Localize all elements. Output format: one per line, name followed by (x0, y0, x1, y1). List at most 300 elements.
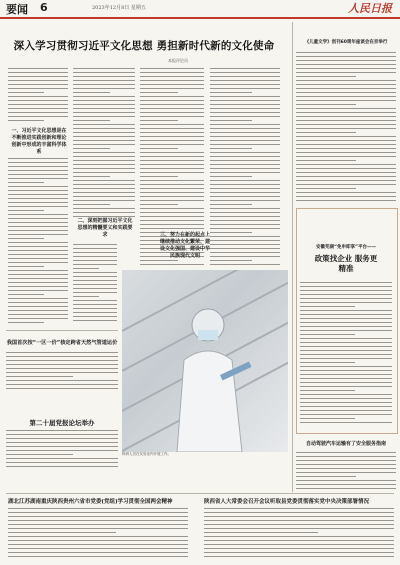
text-line (204, 520, 394, 521)
text-line (300, 326, 392, 327)
text-line (140, 124, 204, 125)
text-line (296, 112, 396, 113)
text-line (8, 250, 68, 251)
text-line (210, 240, 280, 241)
text-line (73, 308, 117, 309)
sidebar-divider (292, 22, 293, 492)
text-line (204, 532, 318, 533)
text-line (300, 306, 355, 307)
text-line (140, 188, 204, 189)
text-line (8, 234, 68, 235)
text-line (140, 104, 204, 105)
text-line (300, 374, 392, 375)
text-line (300, 370, 392, 371)
text-line (8, 270, 68, 271)
text-line (8, 282, 68, 283)
text-line (8, 186, 68, 187)
text-line (300, 346, 392, 347)
text-line (8, 274, 68, 275)
text-line (296, 60, 396, 61)
text-line (210, 156, 280, 157)
text-line (73, 280, 117, 281)
text-line (6, 430, 118, 431)
text-line (296, 68, 396, 69)
text-line (210, 176, 252, 177)
text-line (140, 192, 204, 193)
lead-headline: 深入学习贯彻习近平文化思想 勇担新时代新的文化使命 (13, 40, 275, 52)
text-line (296, 136, 396, 137)
text-line (8, 80, 68, 81)
text-line (210, 248, 280, 249)
text-line (140, 200, 204, 201)
text-line (8, 238, 44, 239)
text-line (204, 544, 394, 545)
text-line (210, 84, 280, 85)
text-line (140, 112, 204, 113)
text-line (8, 174, 68, 175)
text-line (204, 540, 394, 541)
text-line (296, 476, 356, 477)
text-line (6, 438, 118, 439)
text-line (296, 88, 396, 89)
text-line (140, 80, 204, 81)
text-line (73, 156, 135, 157)
text-line (296, 456, 396, 457)
text-line (140, 228, 204, 229)
text-line (8, 158, 68, 159)
text-line (140, 216, 204, 217)
text-line (300, 294, 392, 295)
text-line (73, 264, 117, 265)
text-line (8, 290, 68, 291)
text-line (73, 256, 117, 257)
text-line (210, 208, 280, 209)
text-line (73, 176, 110, 177)
text-line (73, 136, 135, 137)
text-line (210, 76, 280, 77)
text-line (210, 224, 280, 225)
text-line (73, 144, 135, 145)
text-line (210, 172, 280, 173)
lead-body-col2b (73, 244, 117, 326)
text-line (296, 460, 396, 461)
sidebar-top-body (296, 52, 396, 202)
text-line (6, 364, 118, 365)
text-line (6, 454, 73, 455)
text-line (8, 508, 188, 509)
text-line (73, 196, 135, 197)
text-line (8, 520, 188, 521)
dateline: 2023年12月8日 星期五 (92, 5, 146, 11)
text-line (8, 246, 68, 247)
text-line (296, 52, 396, 53)
text-line (300, 354, 392, 355)
text-line (8, 92, 44, 93)
text-line (210, 132, 280, 133)
text-line (210, 204, 252, 205)
text-line (300, 342, 392, 343)
text-line (210, 128, 280, 129)
photo-caption: 科研人员在实验室内开展工作。 (122, 452, 171, 456)
text-line (210, 108, 280, 109)
text-line (204, 556, 394, 557)
text-line (140, 204, 178, 205)
text-line (6, 388, 118, 389)
text-line (300, 422, 392, 423)
text-line (8, 544, 188, 545)
text-line (73, 68, 135, 69)
text-line (204, 508, 394, 509)
text-line (8, 548, 188, 549)
text-line (73, 260, 117, 261)
text-line (140, 100, 204, 101)
text-line (296, 72, 396, 73)
text-line (73, 284, 117, 285)
text-line (140, 208, 204, 209)
text-line (6, 442, 118, 443)
bottom-left-body (8, 508, 188, 560)
bottom-left-title: 湖北江苏湖南重庆陕西贵州六省市党委(党组)学习贯彻全国两会精神 (8, 499, 173, 505)
text-line (210, 120, 252, 121)
text-line (8, 318, 68, 319)
text-line (73, 320, 117, 321)
text-line (210, 136, 280, 137)
text-line (210, 140, 280, 141)
text-line (73, 84, 135, 85)
text-line (300, 314, 392, 315)
text-line (210, 236, 280, 237)
text-line (210, 168, 280, 169)
text-line (73, 316, 117, 317)
text-line (204, 528, 394, 529)
text-line (8, 116, 68, 117)
text-line (140, 116, 204, 117)
text-line (73, 192, 135, 193)
text-line (210, 96, 280, 97)
forum-title: 第二十届党报论坛举办 (29, 419, 95, 427)
newspaper-logo: 人民日报 (348, 2, 392, 15)
text-line (8, 516, 188, 517)
text-line (300, 378, 392, 379)
text-line (140, 136, 204, 137)
text-line (296, 108, 396, 109)
text-line (8, 540, 188, 541)
text-line (296, 200, 396, 201)
text-line (210, 180, 280, 181)
text-line (140, 212, 204, 213)
text-line (8, 182, 44, 183)
text-line (73, 184, 135, 185)
text-line (296, 480, 396, 481)
lead-body-col1b (8, 158, 68, 326)
text-line (73, 88, 135, 89)
text-line (8, 254, 68, 255)
text-line (210, 244, 280, 245)
lead-body-col2 (73, 68, 135, 218)
text-line (73, 204, 110, 205)
text-line (210, 184, 280, 185)
text-line (140, 160, 204, 161)
text-line (73, 168, 135, 169)
text-line (296, 164, 396, 165)
text-line (8, 310, 68, 311)
text-line (296, 124, 396, 125)
text-line (296, 172, 396, 173)
text-line (296, 132, 356, 133)
lab-photo (122, 270, 288, 452)
text-line (8, 190, 68, 191)
text-line (73, 268, 99, 269)
text-line (8, 202, 68, 203)
text-line (8, 258, 68, 259)
text-line (300, 382, 392, 383)
text-line (210, 160, 280, 161)
text-line (73, 200, 135, 201)
text-line (73, 244, 117, 245)
text-line (73, 180, 135, 181)
page-number: 6 (40, 1, 48, 14)
text-line (73, 276, 117, 277)
text-line (296, 96, 396, 97)
text-line (300, 418, 355, 419)
text-line (140, 180, 204, 181)
sidebar-box-body (300, 282, 392, 428)
text-line (8, 214, 68, 215)
text-line (73, 76, 135, 77)
text-line (8, 242, 68, 243)
text-line (296, 64, 396, 65)
text-line (140, 84, 204, 85)
text-line (300, 290, 392, 291)
text-line (8, 218, 68, 219)
text-line (204, 536, 394, 537)
lead-body-col4 (210, 68, 280, 268)
text-line (8, 306, 68, 307)
text-line (300, 394, 392, 395)
text-line (140, 140, 204, 141)
text-line (210, 164, 280, 165)
text-line (204, 552, 394, 553)
text-line (204, 516, 394, 517)
text-line (300, 330, 392, 331)
divider (6, 330, 118, 331)
text-line (73, 272, 117, 273)
text-line (6, 352, 118, 353)
text-line (140, 68, 204, 69)
text-line (296, 468, 396, 469)
text-line (140, 260, 178, 261)
text-line (210, 188, 280, 189)
text-line (8, 298, 68, 299)
text-line (296, 80, 396, 81)
text-line (73, 96, 135, 97)
text-line (8, 512, 188, 513)
text-line (296, 76, 356, 77)
text-line (6, 446, 118, 447)
text-line (300, 410, 392, 411)
text-line (300, 390, 355, 391)
text-line (140, 128, 204, 129)
text-line (8, 262, 68, 263)
text-line (296, 192, 396, 193)
text-line (210, 72, 280, 73)
bottom-divider (6, 493, 394, 494)
text-line (300, 322, 392, 323)
text-line (296, 176, 396, 177)
text-line (296, 188, 356, 189)
text-line (300, 302, 392, 303)
text-line (6, 372, 118, 373)
text-line (73, 116, 135, 117)
lead-subhead-2: 二、深刻把握习近平文化思想的精髓要义和实践要求 (77, 218, 133, 238)
sidebar-box-kicker: 安徽芜湖“免申即享”平台—— (316, 245, 376, 250)
text-line (140, 156, 204, 157)
text-line (296, 472, 396, 473)
text-line (300, 338, 392, 339)
text-line (296, 92, 396, 93)
text-line (8, 100, 68, 101)
text-line (8, 556, 188, 557)
text-line (140, 152, 204, 153)
text-line (8, 108, 68, 109)
text-line (140, 144, 204, 145)
text-line (300, 358, 392, 359)
text-line (8, 96, 68, 97)
text-line (73, 300, 117, 301)
text-line (73, 120, 110, 121)
text-line (140, 108, 204, 109)
text-line (73, 164, 135, 165)
text-line (210, 260, 252, 261)
sidebar-top-title: 《儿童文学》创刊60周年座谈会在京举行 (304, 40, 388, 45)
text-line (73, 288, 117, 289)
text-line (73, 148, 110, 149)
text-line (73, 152, 135, 153)
text-line (73, 252, 117, 253)
text-line (140, 172, 204, 173)
text-line (296, 464, 396, 465)
text-line (6, 458, 118, 459)
text-line (296, 168, 396, 169)
text-line (8, 112, 68, 113)
text-line (140, 164, 204, 165)
text-line (296, 120, 396, 121)
text-line (8, 72, 68, 73)
text-line (140, 184, 204, 185)
text-line (300, 350, 392, 351)
bottom-right-body (204, 508, 394, 560)
text-line (296, 148, 396, 149)
text-line (300, 402, 392, 403)
text-line (6, 434, 118, 435)
text-line (296, 452, 396, 453)
text-line (140, 264, 204, 265)
text-line (210, 192, 280, 193)
text-line (73, 304, 117, 305)
text-line (6, 360, 118, 361)
text-line (140, 88, 204, 89)
text-line (8, 210, 44, 211)
text-line (296, 116, 396, 117)
text-line (140, 196, 204, 197)
text-line (8, 322, 44, 323)
text-line (140, 132, 204, 133)
text-line (140, 148, 178, 149)
text-line (140, 76, 204, 77)
text-line (296, 156, 396, 157)
text-line (8, 266, 44, 267)
text-line (8, 84, 68, 85)
text-line (6, 368, 118, 369)
text-line (73, 312, 117, 313)
sidebar-lower-body (296, 452, 396, 492)
masthead (0, 0, 400, 19)
text-line (73, 208, 135, 209)
text-line (73, 124, 135, 125)
text-line (8, 194, 68, 195)
text-line (6, 462, 118, 463)
text-line (73, 292, 117, 293)
text-line (300, 310, 392, 311)
text-line (73, 188, 135, 189)
text-line (8, 198, 68, 199)
text-line (210, 216, 280, 217)
text-line (296, 152, 396, 153)
text-line (204, 548, 394, 549)
text-line (140, 120, 178, 121)
text-line (8, 230, 68, 231)
text-line (73, 100, 135, 101)
text-line (8, 162, 68, 163)
text-line (140, 92, 178, 93)
text-line (210, 152, 280, 153)
text-line (73, 160, 135, 161)
text-line (73, 212, 135, 213)
text-line (73, 140, 135, 141)
text-line (300, 366, 392, 367)
text-line (8, 222, 68, 223)
text-line (300, 286, 392, 287)
forum-body (6, 430, 118, 472)
text-line (210, 256, 280, 257)
text-line (73, 128, 135, 129)
lead-byline: 本报评论员 (168, 58, 188, 63)
text-line (296, 84, 396, 85)
text-line (210, 124, 280, 125)
text-line (210, 100, 280, 101)
text-line (296, 488, 396, 489)
text-line (140, 176, 178, 177)
text-line (8, 206, 68, 207)
gas-pricing-title: 我国首次按“一区一价”核定跨省天然气管道运价 (6, 340, 118, 346)
text-line (8, 532, 116, 533)
text-line (73, 296, 99, 297)
lead-subhead-1: 一、习近平文化思想是在不断推进实践创新和理论创新中形成的丰富科学体系 (11, 128, 67, 155)
text-line (210, 112, 280, 113)
text-line (8, 524, 188, 525)
sidebar-lower-title: 自动驾驶汽车运输有了安全服务指南 (305, 441, 386, 447)
text-line (210, 220, 280, 221)
text-line (73, 92, 110, 93)
text-line (300, 398, 392, 399)
text-line (8, 294, 44, 295)
text-line (73, 248, 117, 249)
text-line (300, 334, 355, 335)
text-line (204, 512, 394, 513)
text-line (73, 216, 135, 217)
text-line (300, 282, 392, 283)
text-line (210, 212, 280, 213)
